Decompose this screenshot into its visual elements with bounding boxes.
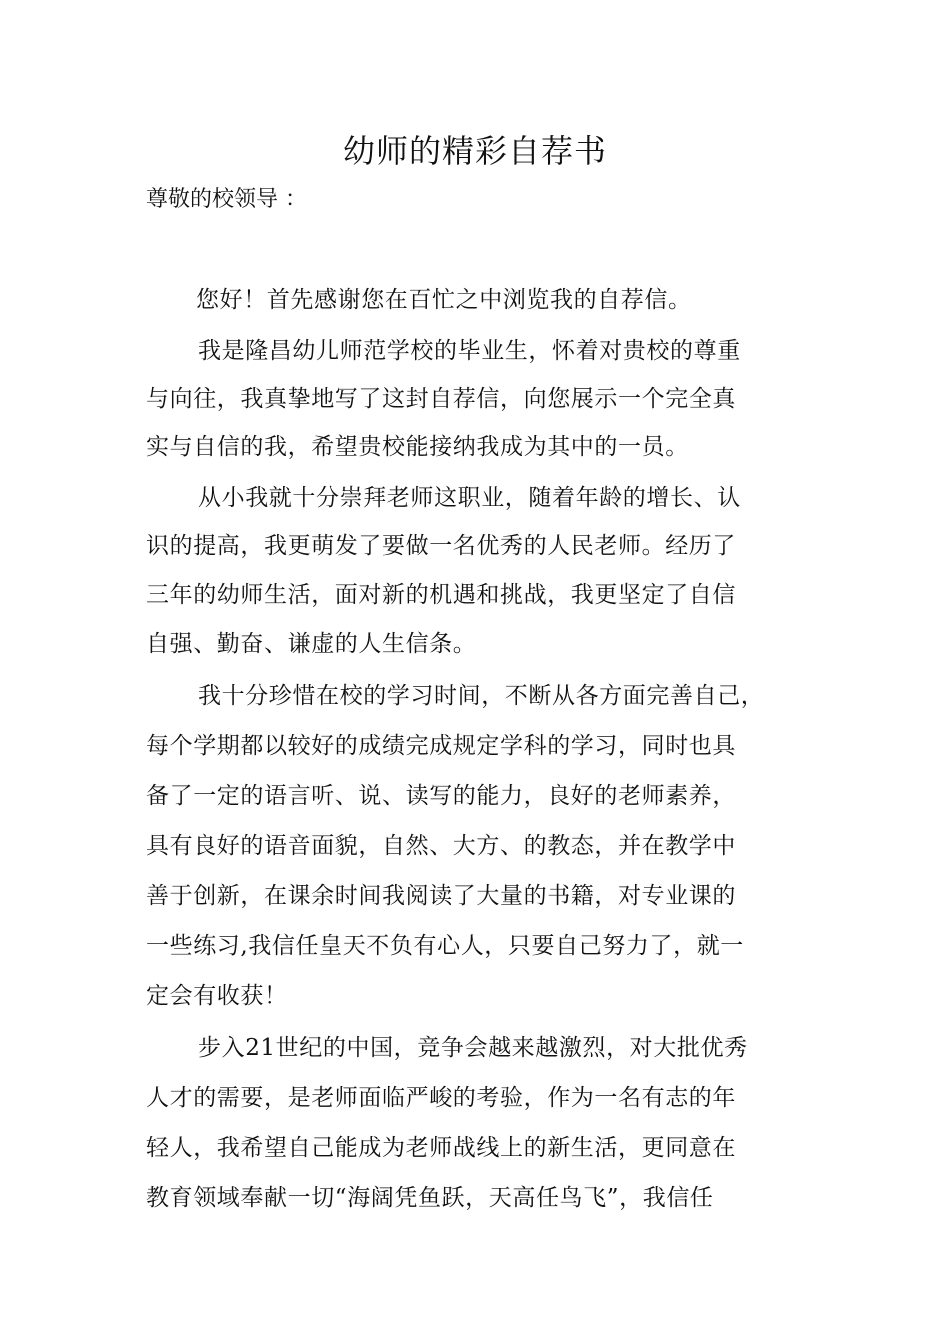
body-line: 识的提高，我更萌发了要做一名优秀的人民老师。经历了: [146, 533, 736, 559]
body-line: 我是隆昌幼儿师范学校的毕业生，怀着对贵校的尊重: [198, 338, 741, 364]
body-line: 自强、勤奋、谦虚的人生信条。: [146, 631, 477, 657]
body-line: 步入21世纪的中国，竞争会越来越激烈，对大批优秀: [198, 1035, 748, 1061]
body-line: 一些练习,我信任皇天不负有心人，只要自己努力了，就一: [146, 933, 744, 959]
body-line: 三年的幼师生活，面对新的机遇和挑战，我更坚定了自信: [146, 582, 736, 608]
body-line: 我十分珍惜在校的学习时间，不断从各方面完善自己，: [198, 683, 765, 709]
body-line: 具有良好的语音面貌，自然、大方、的教态，并在教学中: [146, 833, 736, 859]
salutation: 尊敬的校领导 ：: [146, 187, 307, 212]
body-line: 备了一定的语言听、说、读写的能力，良好的老师素养，: [146, 783, 736, 809]
body-line: 从小我就十分崇拜老师这职业，随着年龄的增长、认: [198, 485, 741, 511]
body-line: 与向往，我真挚地写了这封自荐信，向您展示一个完全真: [146, 386, 736, 412]
body-line: 善于创新，在课余时间我阅读了大量的书籍，对专业课的: [146, 883, 736, 909]
document-title: 幼师的精彩自荐书: [342, 132, 607, 170]
body-line: 轻人，我希望自己能成为老师战线上的新生活，更同意在: [146, 1135, 736, 1161]
body-line: 教育领域奉献一切“海阔凭鱼跃，天高任鸟飞”，我信任: [146, 1185, 714, 1211]
body-line: 每个学期都以较好的成绩完成规定学科的学习，同时也具: [146, 733, 736, 759]
body-line: 人才的需要，是老师面临严峻的考验，作为一名有志的年: [146, 1085, 736, 1111]
body-line: 实与自信的我，希望贵校能接纳我成为其中的一员。: [146, 434, 689, 460]
body-line: 定会有收获！: [146, 983, 288, 1009]
body-line: 您好！首先感谢您在百忙之中浏览我的自荐信。: [196, 287, 692, 313]
